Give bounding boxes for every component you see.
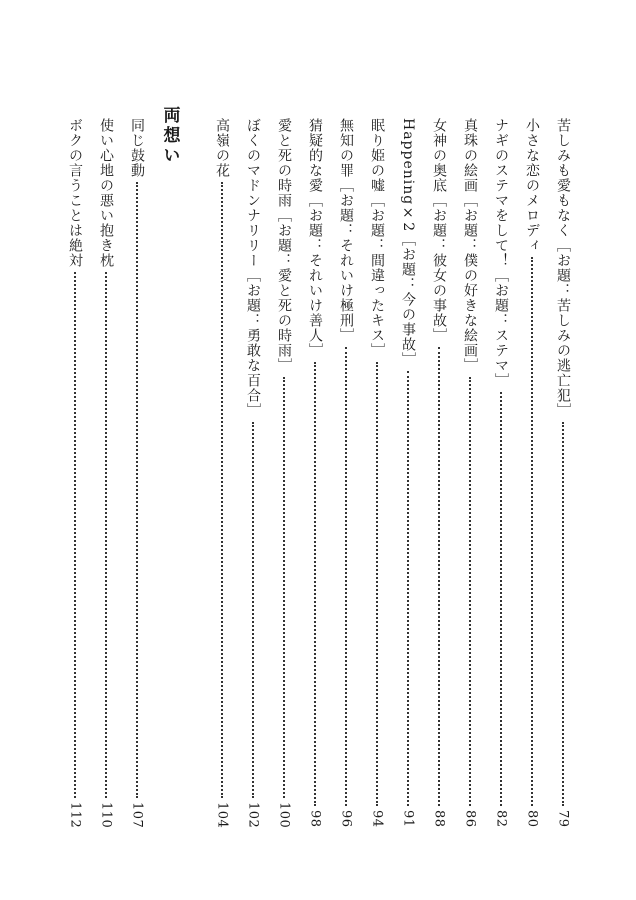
section-spacer [192,118,202,828]
toc-entry-page: 80 [524,810,540,828]
leader-dots [283,377,285,798]
toc-entry [95,118,117,828]
leader-dots [105,272,107,798]
leader-dots [345,347,347,806]
leader-dots [74,272,76,798]
toc-entry-title: 猜疑的な愛［お題：それいけ善人］ [307,118,323,358]
toc-entry-page: 107 [129,801,145,828]
toc-entry [459,118,481,828]
toc-entry [273,118,295,828]
toc-entry-title: 高嶺の花 [214,118,230,178]
toc-entry [211,118,233,828]
toc-entry-page: 82 [493,810,509,828]
toc-entry-page: 96 [338,810,354,828]
toc-entry-page: 104 [214,801,230,828]
toc-entry-page: 100 [276,801,292,828]
toc-entry-title: ナギのステマをして！［お題：ステマ］ [493,118,509,388]
toc-entry-page: 112 [67,801,83,828]
toc-entry-title: 同じ鼓動 [129,118,145,178]
toc-entry [335,118,357,828]
toc-entry [521,118,543,828]
toc-entry-page: 102 [245,801,261,828]
toc-entry-page: 79 [555,810,571,828]
leader-dots [407,371,409,806]
leader-dots [531,257,533,806]
toc-entry-title: 女神の奥底［お題：彼女の事故］ [431,118,447,343]
toc-entry-title: 苦しみも愛もなく［お題：苦しみの逃亡犯］ [555,118,571,418]
toc-entry [304,118,326,828]
section-heading-title: 両想い [159,106,180,166]
section-heading [157,106,183,828]
toc-entry-title: Happening×2［お題：今の事故］ [400,118,416,368]
leader-dots [500,392,502,806]
toc-entry [242,118,264,828]
leader-dots [438,347,440,806]
leader-dots [252,422,254,798]
toc-entry-title: 真珠の絵画［お題：僕の好きな絵画］ [462,118,478,373]
toc-entry [126,118,148,828]
leader-dots [562,422,564,806]
toc-entry-title: 愛と死の時雨［お題：愛と死の時雨］ [276,118,292,373]
toc-entry-title: 無知の罪［お題：それいけ極刑］ [338,118,354,343]
toc-entry-page: 91 [400,810,416,828]
toc-entry-title: 眠り姫の嘘［お題：間違ったキス］ [369,118,385,358]
toc-entry [490,118,512,828]
leader-dots [314,362,316,806]
toc-entry-title: ぼくのマドンナリリー［お題：勇敢な百合］ [245,118,261,418]
toc-entry-page: 86 [462,810,478,828]
toc-entry-page: 94 [369,810,385,828]
toc-entry-title: 使い心地の悪い抱き枕 [98,118,114,268]
toc-entry [397,118,419,828]
toc-entry [366,118,388,828]
leader-dots [221,182,223,798]
leader-dots [469,377,471,806]
toc-entry-page: 88 [431,810,447,828]
leader-dots [376,362,378,806]
toc-entry [428,118,450,828]
toc-entry-page: 110 [98,801,114,828]
toc-entry-title: ボクの言うことは絶対 [67,118,83,268]
toc-entry-page: 98 [307,810,323,828]
toc-entry [552,118,574,828]
table-of-contents [64,106,574,828]
leader-dots [136,182,138,798]
toc-entry [64,118,86,828]
toc-entry-title: 小さな恋のメロディ [524,118,540,253]
